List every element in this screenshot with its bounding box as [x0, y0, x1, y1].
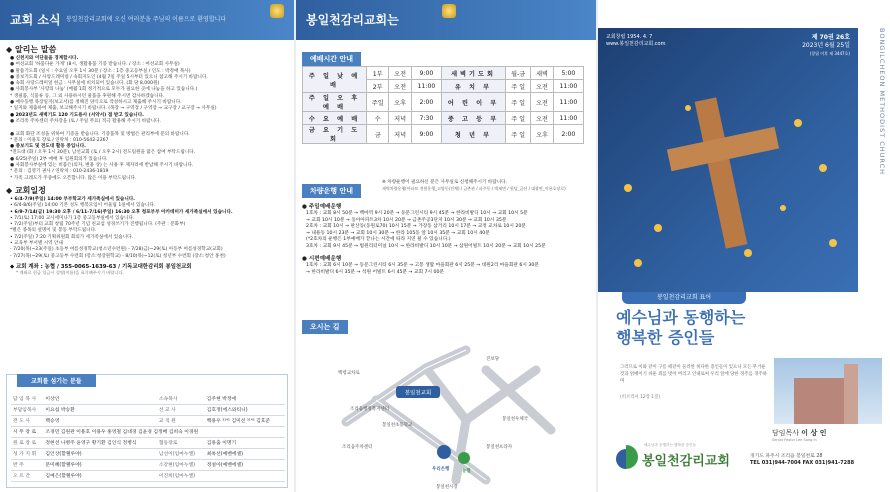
schedule-item: • 7/2(주일) 7:20 기획위원회 회의가 세가족실에서 있습니다. — [10, 234, 133, 240]
staff-row — [11, 426, 285, 437]
service-cell: 주 일 — [506, 80, 531, 93]
map-label: 봉일천초등학교 — [382, 423, 413, 428]
church-building-photo — [774, 358, 882, 424]
service-cell: 2:00 — [553, 125, 583, 144]
issue-date: 2023년 6월 25일 — [802, 42, 850, 49]
founded-date: 교회창립 1954. 4. 7 — [606, 34, 653, 40]
service-cell: 중 고 등 부 — [442, 112, 506, 125]
staff-cell: 시 무 장 로 — [11, 426, 43, 437]
notice-item: * 일지와 제출하여 제출, 보고해주시기 바랍니다. (목장 → 구역장 / 구역장 → 교구장 / 교구장 → 사무실) — [10, 106, 217, 112]
service-cell: 어 린 이 부 — [442, 93, 506, 112]
service-cell: 수 — [367, 112, 389, 125]
intro-header — [296, 0, 596, 40]
gold-ornament-icon — [270, 4, 284, 18]
schedule-item: • 7/1(토) 17:00 교사세미나가 1층 중고등부실에서 있습니다. — [10, 215, 135, 221]
schedule-item: - 7/20(목)~23(주일) 초등부 여름성경학교(청소년수련원) - 7/28(금)~29(토) 아동부 여름성경학교(교회) — [10, 247, 223, 253]
service-row — [303, 93, 584, 112]
staff-cell: 백승영 — [43, 415, 156, 426]
staff-cell: 정설아(예벤에셀) — [205, 459, 285, 470]
news-title: 교회 소식 — [10, 13, 61, 27]
staff-cell: 이상인 — [43, 393, 156, 404]
church-address: 경기도 파주시 조리읍 봉일천로 28 — [750, 454, 823, 459]
service-cell: 주일 — [367, 93, 389, 112]
staff-cell: 오 르 간 — [11, 470, 43, 481]
schedule-item: • 교육부 부서별 시역 안내 — [10, 241, 63, 247]
service-cell: 주 일 오 후 예 배 — [303, 93, 367, 112]
bus-note-2: 새벽차량운행(아파트 전원운행_고양동(전체) / 금촌관 / 파주동 / 벽제면 / 원당_금산 / 대광면_이용호장로) — [382, 186, 566, 191]
staff-cell: 김인상(할렐루야) — [43, 448, 156, 459]
wed-route-item: → 한라비발디 6시 35분 → 석원 어빌트 6시 45분 → 교회 7시 00분 — [306, 269, 445, 275]
map-label: 우리은행 — [432, 467, 450, 472]
service-row — [303, 112, 584, 125]
map-label: 조리읍주차센터 — [342, 445, 373, 450]
service-cell: 11:00 — [553, 80, 583, 93]
bible-verse: 그러므로 이와 같이 구름 떼같이 둘러싼 허다한 증인들이 있으니 모든 무거운 것과 얽매이기 쉬운 죄를 벗어 버리고 인내로써 우리 앞에 당한 경주를 경주하며 — [620, 365, 767, 384]
notice-item: ● 사회봉사부실에 있는 비품은(의자, 변용 상) 는 사용 후 제자리에 반납해 주시기 바랍니다. — [10, 163, 194, 169]
staff-cell: 김예은(할렐루야) — [43, 470, 156, 481]
staff-cell — [205, 470, 285, 481]
motto-line-1: 예수님과 동행하는 — [616, 308, 746, 327]
route-item: 1호차 : 교회 8시 50분 → 백마역 9시 20분 → 동문그린시티 9시 45분 → 한라비발디 10시 → 교회 10시 5분 — [306, 211, 528, 216]
notice-item: ● 사회봉사부 '사랑의 나눔' (매월 1회 정기적으로 모두가 필요한 곳에 나눔을 하고 있습니다.) — [10, 87, 198, 93]
service-cell: 저녁 — [389, 112, 411, 125]
service-cell: 2부 — [367, 80, 389, 93]
schedule-item: - 7/27(목)~29(토) 중고등부 수련회 (장소:청장원학교) - 8/10(목)~12(토) 청년부 수련회 (장소:청안 홍천) — [10, 253, 226, 259]
staff-cell: 담 임 목 사 — [11, 393, 43, 404]
issue-sub: (창립 이후 제 3447호) — [809, 51, 850, 56]
staff-cell: 백용우 ³¹⁴¹ 김미선 ³¹⁴⁵ 김호준 — [205, 415, 285, 426]
service-cell: 7:30 — [411, 112, 441, 125]
service-cell: 주 일 — [506, 112, 531, 125]
notice-item: * 문의 : 김영기 권사 / 연락처 : 010-2436-1819 — [10, 169, 109, 175]
service-cell: 오전 — [389, 80, 411, 93]
service-cell: 월-금 — [506, 67, 531, 80]
notice-item: ● 2023년도 새벽기도 120 기도용사 (서약서) 접 받고 있습니다. — [10, 112, 144, 118]
notice-item: ● 말씀기도회 (일시 : 수요일 오후 1시 30분 / 장소 : 1층 중고등부실 / 인도 : 박정애 목사) — [10, 68, 191, 74]
service-cell: 유 치 부 — [442, 80, 506, 93]
notice-item: ● 조리옥 주차센터 주차장을 (토 / 주일 무료) 적극 활용해 주시기 바랍니다. — [10, 118, 161, 124]
map-label: 봉일천시장 — [436, 485, 458, 490]
service-cell: 저녁 — [389, 125, 411, 144]
service-cell: 수 요 예 배 — [303, 112, 367, 125]
schedule-item: • 6/4-8/6(주일) 14:00 기본 성도 행복모임이 어울림 1실에서 있습니다. — [10, 203, 156, 209]
map-label: 봉일천프라자 — [486, 445, 513, 450]
notice-list — [0, 56, 294, 182]
notice-item: ● 중보기도회 / 사랑드레미얼 / 속회지도인 (4월 7일 주일 5시부터 있으니 참고해 주시기 바랍니다. — [10, 74, 208, 80]
staff-cell: 김호정(에스와티니) — [205, 404, 285, 415]
service-cell: 9:00 — [411, 125, 441, 144]
church-logo-icon — [616, 445, 638, 471]
service-cell: 2:00 — [411, 93, 441, 112]
schedule-item: • 7/2(주일)부터 교회 창립 70주년 기념 친교섬 성경쓰기가 진행됩니다. (주관 : 문화부) — [10, 222, 186, 228]
notice-item: ● 중보기도 및 전도대 활동 중입니다. — [10, 144, 86, 150]
staff-table — [11, 393, 285, 482]
service-cell: 11:00 — [553, 93, 583, 112]
service-cell: 11:00 — [553, 112, 583, 125]
notice-item: * 문의 : 이용호 장로 / 연락처 : 010-5642-2267 — [10, 137, 109, 143]
service-cell: 새벽기도회 — [442, 67, 506, 80]
map-label: 봉일천교회 — [404, 390, 432, 397]
map-label: 진보당 — [486, 357, 500, 362]
schedule-item: • 6/9-7/14(금) 19:30 오후 / 6/11-7/16(주일) 16:30 오후 청포부부 아카데미가 세가족실에서 있습니다. — [10, 209, 233, 215]
schedule-item: *별은 종목의 설명이 및 봉동 부탁드립니다. — [10, 228, 97, 234]
map-label: 봉일천우체국 — [502, 417, 529, 422]
service-cell: 11:00 — [411, 80, 441, 93]
cross-icon — [598, 28, 858, 292]
staff-cell: 교 직 원 — [157, 415, 205, 426]
intro-panel — [296, 0, 596, 492]
service-cell: 9:00 — [411, 67, 441, 80]
service-cell: 오전 — [531, 80, 553, 93]
service-table — [302, 66, 584, 144]
staff-row — [11, 415, 285, 426]
staff-cell: 원 로 장 로 — [11, 437, 43, 448]
staff-cell: 전 도 사 — [11, 415, 43, 426]
staff-cell: 최옥선(예벤에셀) — [205, 448, 285, 459]
pastor-name: 이 상 인 — [801, 429, 827, 437]
pastor-en: Senior Pastor Lee Sang In — [772, 438, 817, 442]
notice-item: ● 예수동행 목장일지(보고서)를 정해진 양식으로 작성하시고 제출해 주시기 바랍니다. — [10, 100, 182, 106]
church-phone: TEL 031)944-7004 FAX 031)941-7288 — [750, 460, 855, 466]
service-cell: 청 년 부 — [442, 125, 506, 144]
service-cell: 오후 — [389, 93, 411, 112]
service-cell: 주 일 낮 예 배 — [303, 67, 367, 93]
service-cell: 주 일 — [506, 93, 531, 112]
staff-cell: 선 교 사 — [157, 404, 205, 415]
bus-routes — [296, 198, 596, 276]
staff-cell: 김용출 이명기 — [205, 437, 285, 448]
church-website: www.봉일천감리교회.com — [606, 41, 666, 47]
notice-item: ● 신천지와 이단들을 경계합시다. — [10, 56, 79, 61]
staff-row — [11, 459, 285, 470]
news-subtitle: 봉일천감리교회에 오신 여러분을 주님의 이름으로 환영합니다 — [66, 16, 227, 23]
map-label: 백령교차로 — [338, 371, 360, 376]
staff-title: 교회를 섬기는 분들 — [17, 374, 96, 387]
intro-title: 봉일천감리교회는 — [306, 13, 399, 27]
service-cell: 금 — [367, 125, 389, 144]
staff-cell: 협동장로 — [157, 437, 205, 448]
issue-volume: 제 70권 26호 — [811, 34, 850, 41]
staff-row — [11, 437, 285, 448]
staff-cell: 이요섭 박승환 — [43, 404, 156, 415]
staff-box — [6, 374, 288, 488]
location-map[interactable] — [336, 330, 566, 490]
notice-item: ● 여선교회 '하품다운 가게' (8시, 생활용품 기증 받습니다. / 장소 : 여선교회 사무실) — [10, 62, 180, 68]
service-cell: 주 일 — [506, 125, 531, 144]
wed-route-title: ● 시편예배운행 — [302, 256, 342, 262]
service-cell: 새벽 — [531, 67, 553, 80]
schedule-item: • 6/4-7/9(주일) 14:00 부부학교가 세가족실에서 있습니다. — [10, 196, 135, 202]
notice-item: ● 6/25(주일) 2부 예배 후 임원회의가 있습니다. — [10, 156, 108, 162]
route-item: 2호차 : 교회 10시 → 판산동(동원로70) 10시 15분 → 가장동 삼거리 10시 17분 → 교정 교차로 10시 20분 — [306, 224, 526, 229]
staff-cell: 이진희(임마누엘) — [157, 470, 205, 481]
wed-route-item: 1호차 : 교회 6시 10분 → 동문그린시티 6시 35분 → 고봉 생활 마을회관 6시 25분 → 대원2리 마을회관 6시 30분 — [306, 263, 539, 268]
gold-ornament-icon — [442, 4, 456, 18]
vertical-church-name: BONGILCHEON METHODIST CHURCH — [878, 28, 886, 176]
news-header — [0, 0, 294, 40]
map-label: 농협 — [462, 469, 471, 474]
staff-row — [11, 393, 285, 404]
map-label: 조리읍행정복지센터 — [350, 407, 390, 412]
church-account: ◆ 교회 계좌 : 농협 / 355-0065-1639-63 / 기독교대한감리회 봉일천교회 — [10, 263, 192, 270]
church-name-logo: 봉일천감리교회 — [642, 454, 730, 469]
service-cell: 오전 — [531, 112, 553, 125]
bible-verse-ref: (히브리서 12장 1절) — [620, 395, 661, 400]
staff-cell: 문미혜(할렐루야) — [43, 459, 156, 470]
bus-note: ※ 차량운행이 필요하신 분은 사무실로 신청해주시기 바랍니다. — [382, 180, 508, 185]
staff-cell: 남선이(임마누엘) — [157, 448, 205, 459]
notice-item: *전도대 (화 / 오후 1시 30분), 남선교회 (토 / 오후 2시) 전도팀원을 많은 참여 부탁드립니다. — [10, 150, 196, 156]
service-cell: 금 요 기 도 회 — [303, 125, 367, 144]
service-cell: 1부 — [367, 67, 389, 80]
route-item: → 교회 10시 10분 → 동아아파트3차 10시 20분 → 금촌주공3단지 10시 30분 → 교회 10시 35분 — [306, 217, 507, 223]
route-item: → 내용동 10시 23분 → 교회 10시 30분 → 한라 105동 앞 10시 35분 → 교회 10시 40분 — [306, 230, 490, 236]
news-panel — [0, 0, 294, 492]
staff-cell: 부담임목사 — [11, 404, 43, 415]
service-cell: 오전 — [389, 67, 411, 80]
staff-cell: 조경민 김원관 이용호 이용우 홍영철 김대경 김윤경 김정배 김희숙 이경원 — [43, 426, 285, 437]
map-head: 오시는 길 — [302, 314, 348, 334]
cover-panel — [598, 0, 890, 492]
notice-item: * 가족 크레도가 주중에도 오픈합니다. 많은 이용 부탁드립니다. — [10, 175, 137, 181]
sunday-route-title: ● 주일예배운행 — [302, 204, 342, 210]
staff-cell: 소속목사 — [157, 393, 205, 404]
staff-cell: 반 주 — [11, 459, 43, 470]
staff-row — [11, 448, 285, 459]
worship-head: 예배시간 안내 — [302, 46, 361, 66]
notice-title: ◆ 알리는 말씀 — [6, 45, 57, 54]
cover-bottom — [598, 292, 890, 492]
notice-item: ● 교회 화단 조성을 위하여 기증을 받습니다. 기증품목 및 방법은 관리부에 문의 바랍니다. — [10, 131, 190, 137]
motto-tag: 봉일천감리교회 표어 — [622, 292, 746, 304]
staff-cell: 김주현 박정애 — [205, 393, 285, 404]
schedule-list — [0, 197, 294, 260]
pastor-label: 담임목사 — [772, 429, 800, 437]
route-item: (*2호차의 운행은 1부예배가 끝나는 시간에 따라 지연 될 수 있습니다.) — [306, 237, 451, 242]
cover-photo — [598, 28, 858, 292]
service-cell: 오전 — [531, 93, 553, 112]
notice-item: * 생필품, 식품류 등, 그 외 사용하시던 물품을 후원해 주시면 감사하겠습니다. — [10, 93, 165, 99]
church-account-note: * 계좌로 헌금 입금시 성명(이름)을 표기해주시기 바랍니다. — [16, 270, 124, 276]
staff-row — [11, 404, 285, 415]
service-cell: 5:00 — [553, 67, 583, 80]
bus-head: 차량운행 안내 — [302, 178, 361, 198]
logo-tagline: 예수님과 동행하는 행복한 증인들 — [644, 443, 697, 447]
staff-row — [11, 470, 285, 481]
service-cell: 오후 — [531, 125, 553, 144]
service-row — [303, 125, 584, 144]
service-row — [303, 67, 584, 80]
staff-cell: 성 가 지 휘 — [11, 448, 43, 459]
staff-cell: 소강현(임마누엘) — [157, 459, 205, 470]
notice-item: ● 속회 사랑드레미얼 헌금 : 사무실에 비치되어 있습니다. (회 당 8,000원) — [10, 81, 160, 87]
schedule-title: ◆ 교회일정 — [6, 185, 46, 195]
staff-cell: 정현선 나병주 윤영구 황기환 김인식 정병식 — [43, 437, 156, 448]
motto-line-2: 행복한 증인들 — [616, 328, 715, 347]
route-item: 3호차 : 교회 9시 45분 → 법원리터미널 10시 → 한라비발디 10시 10분 → 삼원어빌트 10시 20분 → 교회 10시 25분 — [306, 243, 546, 249]
